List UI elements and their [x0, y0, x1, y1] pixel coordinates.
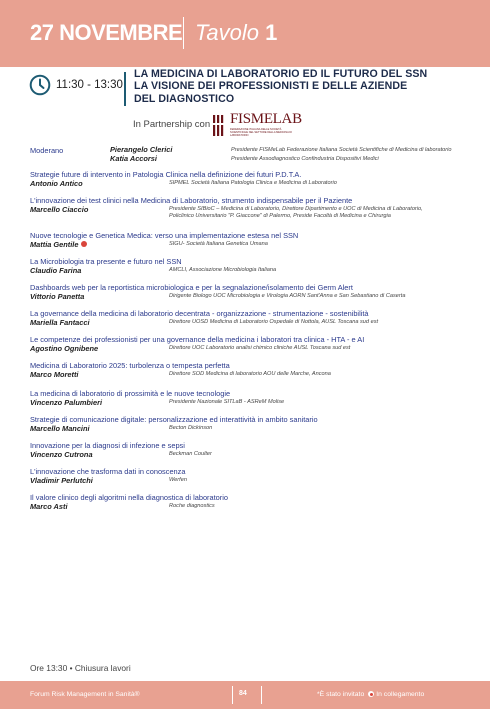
- speaker-name: Vittorio Panetta: [30, 292, 85, 301]
- talk-title: Medicina di Laboratorio 2025: turbolenza o tempesta perfetta: [30, 361, 230, 370]
- talk-title: L'innovazione dei test clinici nella Medicina di Laboratorio, strumento indispensabile per il Paziente: [30, 196, 353, 205]
- speaker-name: Agostino Ognibene: [30, 344, 99, 353]
- session-time: 11:30 - 13:30: [56, 79, 123, 91]
- speaker-role: Direttore SOD Medicina di laboratorio AOU delle Marche, Ancona: [169, 371, 331, 377]
- speaker-name: Claudio Farina: [30, 266, 82, 275]
- speaker-role: Direttore UOSD Medicina di Laboratorio Ospedale di Nottola, AUSL Toscana sud est: [169, 319, 379, 325]
- talk-title: Strategie future di intervento in Patologia Clinica nella definizione dei futuri P.D.T.A.: [30, 170, 302, 179]
- talk-item: [30, 309, 470, 327]
- speaker-role: Policlinico Universitario "P. Giaccone" di Palermo, Preside Facoltà di Medicina e Chirurgia: [169, 213, 391, 219]
- logo-tagline: FEDERAZIONE ITALIANA DELLE SOCIETÀ SCIENTIFICHE NEL SETTORE DELLA MEDICINA DI LABORATORIO: [230, 128, 292, 137]
- logo-name: FISMELAB: [230, 111, 302, 127]
- talk-item: [30, 389, 470, 407]
- talk-item: [30, 170, 470, 188]
- speaker-role: Presidente Nazionale SITLaB - ASReM Molise: [169, 399, 285, 405]
- page-footer: [0, 681, 490, 709]
- speaker-role: Werfen: [169, 477, 187, 483]
- closing-note: Ore 13:30 • Chiusura lavori: [30, 663, 131, 673]
- talk-title: Il valore clinico degli algoritmi nella diagnostica di laboratorio: [30, 493, 229, 502]
- speaker-role: AMCLI, Associazione Microbiologia Italiana: [169, 267, 277, 273]
- talk-title: L'innovazione che trasforma dati in conoscenza: [30, 467, 186, 476]
- speaker-role: Dirigente Biologo UOC Microbiologia e Virologia AORN Sant'Anna e San Sebastiano di Caserta: [169, 293, 406, 299]
- speaker-name: Marco Asti: [30, 502, 68, 511]
- moderator-role: Presidente FISMeLab Federazione Italiana Società Scientifiche di Medicina di laboratorio: [231, 147, 452, 153]
- speaker-name: Vladimir Perlutchi: [30, 476, 93, 485]
- footer-legend: [317, 691, 424, 698]
- table-word: Tavolo: [195, 20, 260, 45]
- partnership-label: In Partnership con: [133, 119, 211, 130]
- talk-item: [30, 467, 470, 485]
- speaker-role: Presidente SIBioC – Medicina di Laboratorio, Direttore Dipartimento e UOC di Medicina di Laboratorio,: [169, 206, 423, 212]
- moderators-label: Moderano: [30, 146, 64, 155]
- speaker-role: Becton Dickinson: [169, 425, 213, 431]
- fismelab-logo: [212, 111, 302, 138]
- talk-item: [30, 361, 470, 379]
- table-label: [195, 20, 277, 46]
- talk-title: La Microbiologia tra presente e futuro nel SSN: [30, 257, 182, 266]
- session-title-line: DEL DIAGNOSTICO: [134, 92, 235, 105]
- speaker-role: SIGU- Società Italiana Genetica Umana: [169, 241, 268, 247]
- page-number: 84: [239, 690, 247, 697]
- fismelab-logo-mark-icon: [212, 113, 227, 138]
- talk-title: Nuove tecnologie e Genetica Medica: verso una implementazione estesa nel SSN: [30, 231, 299, 240]
- speaker-name: [30, 240, 87, 249]
- connected-indicator-icon: [81, 241, 87, 247]
- speaker-role: Roche diagnostics: [169, 503, 215, 509]
- footer-divider: [232, 686, 233, 704]
- speaker-name-text: Mattia Gentile: [30, 240, 79, 249]
- talk-item: [30, 335, 470, 353]
- table-number: 1: [265, 20, 278, 45]
- header-divider: [183, 17, 184, 49]
- talk-title: La governance della medicina di laboratorio decentrata - organizzazione - strumentazione - sostenibilità: [30, 309, 369, 318]
- talk-title: La medicina di laboratorio di prossimità e le nuove tecnologie: [30, 389, 231, 398]
- session-title-line: LA VISIONE DEI PROFESSIONISTI E DELLE AZIENDE: [134, 80, 408, 93]
- title-accent-bar: [124, 72, 126, 106]
- talk-title: Strategie di comunicazione digitale: personalizzazione ed interattività in ambito sanitario: [30, 415, 318, 424]
- clock-icon: [29, 74, 51, 96]
- talk-item: [30, 283, 470, 301]
- speaker-role: Direttore UOC Laboratorio analisi chimico cliniche AUSL Toscana sud est: [169, 345, 351, 351]
- talk-item: [30, 196, 470, 223]
- talk-item: [30, 257, 470, 275]
- talk-item: [30, 231, 470, 249]
- talk-item: [30, 415, 470, 433]
- connected-legend-icon: [368, 691, 374, 697]
- legend-invited: *È stato invitato: [317, 691, 365, 698]
- speaker-role: Beckman Coulter: [169, 451, 212, 457]
- speaker-name: Vincenzo Palumbieri: [30, 398, 103, 407]
- speaker-name: Vincenzo Cutrona: [30, 450, 93, 459]
- page-header: [0, 0, 490, 67]
- speaker-name: Antonio Antico: [30, 179, 83, 188]
- moderator-name: Katia Accorsi: [110, 154, 157, 163]
- talk-item: [30, 441, 470, 459]
- footer-divider: [261, 686, 262, 704]
- talk-title: Dashboards web per la reportistica microbiologica e per la segnalazione/isolamento dei Germ Alert: [30, 283, 353, 292]
- legend-connected: In collegamento: [376, 691, 425, 698]
- event-date: 27 NOVEMBRE: [30, 20, 183, 45]
- speaker-name: Marcello Ciaccio: [30, 205, 89, 214]
- speaker-name: Marco Moretti: [30, 370, 79, 379]
- moderator-name: Pierangelo Clerici: [110, 145, 173, 154]
- footer-event-name: Forum Risk Management in Sanità®: [30, 691, 140, 698]
- session-title-line: LA MEDICINA DI LABORATORIO ED IL FUTURO DEL SSN: [134, 68, 428, 80]
- moderator-role: Presidente Assodiagnostico Confindustria Dispositivi Medici: [231, 156, 379, 162]
- talk-title: Innovazione per la diagnosi di infezione e sepsi: [30, 441, 185, 450]
- session-title: [134, 68, 464, 105]
- speaker-name: Marcello Mancini: [30, 424, 90, 433]
- talk-item: [30, 493, 470, 511]
- speaker-role: SIPMEL Società Italiana Patologia Clinica e Medicina di Laboratorio: [169, 180, 337, 186]
- speaker-name: Mariella Fantacci: [30, 318, 90, 327]
- talk-title: Le competenze dei professionisti per una governance della medicina i laboratori tra clinica - HTA - e AI: [30, 335, 365, 344]
